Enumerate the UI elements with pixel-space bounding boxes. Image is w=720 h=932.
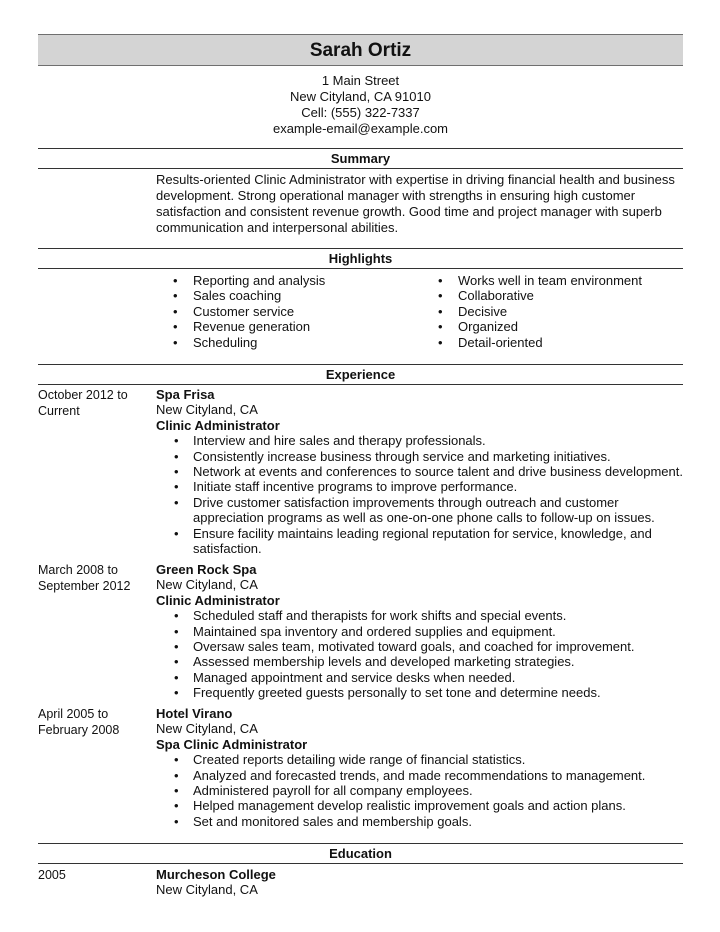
experience-heading-label: Experience bbox=[325, 367, 396, 382]
job-date-end: February 2008 bbox=[38, 723, 120, 737]
highlights-heading-label: Highlights bbox=[328, 251, 393, 266]
job-dates bbox=[38, 387, 148, 419]
contact-street: 1 Main Street bbox=[321, 73, 400, 88]
summary-line: development. Strong operational manager with strengths in ensuring high customer bbox=[156, 188, 636, 203]
highlight-item: • Decisive bbox=[438, 304, 642, 319]
job-company: Green Rock Spa bbox=[156, 562, 257, 577]
job-bullet: • Analyzed and forecasted trends, and made recommendations to management. bbox=[156, 768, 683, 783]
summary-text bbox=[156, 172, 676, 236]
summary-line: Results-oriented Clinic Administrator with expertise in driving financial health and business bbox=[156, 172, 675, 187]
job-bullet: • Oversaw sales team, motivated toward goals, and coached for improvement. bbox=[156, 639, 683, 654]
job-date-start: April 2005 to bbox=[38, 707, 109, 721]
experience-heading bbox=[38, 364, 683, 385]
highlights-heading bbox=[38, 248, 683, 269]
job-bullet: • Ensure facility maintains leading regional reputation for service, knowledge, and satisfaction. bbox=[156, 526, 683, 557]
job-dates bbox=[38, 706, 148, 738]
job-bullet: • Set and monitored sales and membership goals. bbox=[156, 814, 683, 829]
job-location: New Cityland, CA bbox=[156, 721, 258, 737]
highlights-left-column bbox=[173, 273, 325, 350]
job-title: Spa Clinic Administrator bbox=[156, 736, 308, 752]
job-bullet: • Consistently increase business through service and marketing initiatives. bbox=[156, 449, 683, 464]
job-bullet: • Created reports detailing wide range of financial statistics. bbox=[156, 752, 683, 767]
education-date: 2005 bbox=[38, 868, 66, 882]
education-location: New Cityland, CA bbox=[156, 882, 258, 898]
highlight-item: • Sales coaching bbox=[173, 288, 325, 303]
job-details bbox=[156, 387, 683, 556]
job-bullets bbox=[156, 752, 683, 829]
name-header bbox=[38, 34, 683, 66]
highlight-item: • Customer service bbox=[173, 304, 325, 319]
job-details bbox=[156, 706, 683, 829]
education-heading bbox=[38, 843, 683, 864]
job-bullet: • Managed appointment and service desks when needed. bbox=[156, 670, 683, 685]
resume-page bbox=[38, 34, 683, 898]
highlight-item: • Organized bbox=[438, 319, 642, 334]
education-school: Murcheson College bbox=[156, 867, 276, 882]
job-bullet: • Frequently greeted guests personally to set tone and determine needs. bbox=[156, 685, 683, 700]
job-date-start: March 2008 to bbox=[38, 563, 118, 577]
job-bullet: • Interview and hire sales and therapy professionals. bbox=[156, 433, 683, 448]
contact-email: example-email@example.com bbox=[272, 121, 449, 136]
job-date-end: Current bbox=[38, 404, 80, 418]
job-bullet: • Helped management develop realistic improvement goals and action plans. bbox=[156, 798, 683, 813]
contact-phone: Cell: (555) 322-7337 bbox=[301, 105, 420, 120]
job-bullet: • Network at events and conferences to source talent and drive business development. bbox=[156, 464, 683, 479]
job-bullet: • Assessed membership levels and developed marketing strategies. bbox=[156, 654, 683, 669]
highlight-item: • Detail-oriented bbox=[438, 335, 642, 350]
highlight-item: • Collaborative bbox=[438, 288, 642, 303]
job-bullet: • Administered payroll for all company employees. bbox=[156, 783, 683, 798]
job-bullets bbox=[156, 608, 683, 700]
job-date-start: October 2012 to bbox=[38, 388, 128, 402]
contact-block bbox=[38, 73, 683, 137]
education-details bbox=[156, 867, 683, 898]
job-details bbox=[156, 562, 683, 701]
job-dates bbox=[38, 562, 148, 594]
job-title: Clinic Administrator bbox=[156, 592, 280, 608]
job-location: New Cityland, CA bbox=[156, 577, 258, 593]
job-date-end: September 2012 bbox=[38, 579, 131, 593]
highlight-item: • Works well in team environment bbox=[438, 273, 642, 288]
education-heading-label: Education bbox=[329, 846, 392, 861]
job-bullet: • Maintained spa inventory and ordered supplies and equipment. bbox=[156, 624, 683, 639]
highlight-item: • Reporting and analysis bbox=[173, 273, 325, 288]
job-title: Clinic Administrator bbox=[156, 417, 280, 433]
job-bullet: • Drive customer satisfaction improvements through outreach and customer appreciation programs as well as one-on-one phone calls to follow-up on issues. bbox=[156, 495, 683, 526]
contact-city: New Cityland, CA 91010 bbox=[290, 89, 431, 104]
job-company: Hotel Virano bbox=[156, 706, 233, 721]
highlight-item: • Scheduling bbox=[173, 335, 325, 350]
summary-heading bbox=[38, 148, 683, 169]
highlights-right-column bbox=[438, 273, 642, 350]
candidate-name: Sarah Ortiz bbox=[309, 40, 412, 61]
summary-heading-label: Summary bbox=[330, 151, 391, 166]
job-bullets bbox=[156, 433, 683, 556]
job-location: New Cityland, CA bbox=[156, 402, 258, 418]
job-bullet: • Scheduled staff and therapists for work shifts and special events. bbox=[156, 608, 683, 623]
summary-line: communication and interpersonal abilities. bbox=[156, 220, 399, 235]
highlight-item: • Revenue generation bbox=[173, 319, 325, 334]
job-bullet: • Initiate staff incentive programs to improve performance. bbox=[156, 479, 683, 494]
job-company: Spa Frisa bbox=[156, 387, 215, 402]
summary-line: satisfaction and consistent revenue growth. Good time and project manager with superb bbox=[156, 204, 662, 219]
